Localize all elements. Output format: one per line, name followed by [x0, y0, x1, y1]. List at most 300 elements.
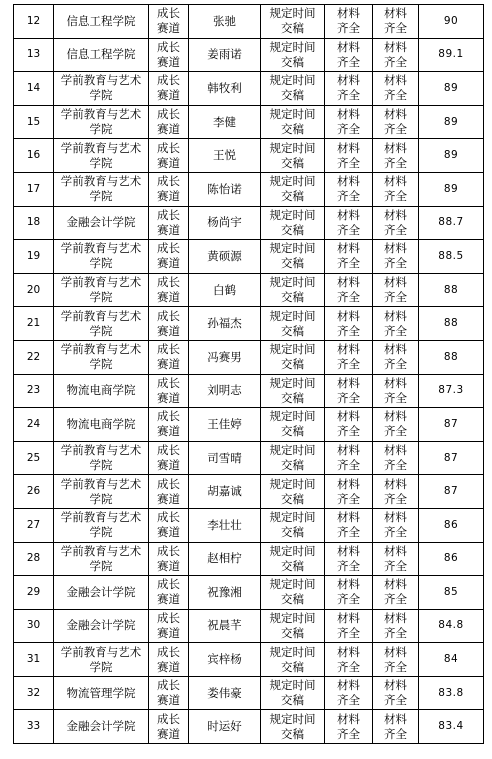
score: 83.8 [419, 676, 484, 710]
track-label-line: 赛道 [157, 54, 180, 69]
track-label [149, 172, 189, 206]
submission-status [261, 374, 325, 408]
score: 88 [419, 273, 484, 307]
material-status-2-line: 齐全 [384, 357, 407, 372]
table-row [14, 38, 484, 72]
material-status-2-line: 齐全 [384, 54, 407, 69]
college-name: 金融会计学院 [54, 576, 149, 610]
material-status [325, 441, 373, 475]
row-number: 12 [14, 5, 54, 39]
track-label-line: 成长 [157, 140, 180, 155]
table-row [14, 206, 484, 240]
material-status-line: 齐全 [337, 390, 360, 405]
score: 88.5 [419, 240, 484, 274]
material-status-line: 材料 [337, 678, 360, 693]
submission-status [261, 508, 325, 542]
track-label [149, 643, 189, 677]
material-status-2 [373, 273, 419, 307]
score: 86 [419, 508, 484, 542]
student-name: 祝豫湘 [189, 576, 261, 610]
score: 87 [419, 408, 484, 442]
material-status-2-line: 材料 [384, 275, 407, 290]
table-body [14, 5, 484, 744]
submission-status-line: 规定时间 [269, 678, 316, 693]
row-number: 24 [14, 408, 54, 442]
material-status-2 [373, 72, 419, 106]
material-status [325, 508, 373, 542]
track-label [149, 710, 189, 744]
submission-status-line: 规定时间 [269, 577, 316, 592]
row-number: 21 [14, 307, 54, 341]
material-status [325, 710, 373, 744]
submission-status-line: 规定时间 [269, 476, 316, 491]
material-status-2 [373, 441, 419, 475]
submission-status-line: 交稿 [281, 659, 304, 674]
table-row [14, 508, 484, 542]
submission-status-line: 交稿 [281, 693, 304, 708]
submission-status-line: 交稿 [281, 155, 304, 170]
table-row [14, 609, 484, 643]
material-status [325, 5, 373, 39]
submission-status-line: 交稿 [281, 54, 304, 69]
track-label-line: 赛道 [157, 122, 180, 137]
material-status-line: 齐全 [337, 54, 360, 69]
student-name: 陈怡诺 [189, 172, 261, 206]
material-status-2-line: 齐全 [384, 256, 407, 271]
submission-status-line: 交稿 [281, 222, 304, 237]
material-status [325, 206, 373, 240]
row-number: 14 [14, 72, 54, 106]
submission-status-line: 规定时间 [269, 39, 316, 54]
material-status-2-line: 材料 [384, 577, 407, 592]
material-status-2-line: 材料 [384, 678, 407, 693]
material-status-2-line: 材料 [384, 241, 407, 256]
material-status-2 [373, 206, 419, 240]
submission-status-line: 规定时间 [269, 174, 316, 189]
submission-status-line: 规定时间 [269, 275, 316, 290]
track-label-line: 成长 [157, 577, 180, 592]
submission-status [261, 676, 325, 710]
material-status-line: 材料 [337, 174, 360, 189]
track-label-line: 赛道 [157, 458, 180, 473]
material-status-2 [373, 475, 419, 509]
track-label [149, 273, 189, 307]
table-row [14, 72, 484, 106]
material-status-2-line: 齐全 [384, 592, 407, 607]
score: 89 [419, 105, 484, 139]
student-name: 娄伟豪 [189, 676, 261, 710]
material-status-line: 材料 [337, 241, 360, 256]
submission-status [261, 5, 325, 39]
student-name: 姜雨诺 [189, 38, 261, 72]
track-label-line: 赛道 [157, 155, 180, 170]
track-label [149, 38, 189, 72]
material-status-2 [373, 5, 419, 39]
material-status [325, 475, 373, 509]
material-status-2 [373, 307, 419, 341]
material-status-2 [373, 105, 419, 139]
track-label [149, 542, 189, 576]
submission-status-line: 交稿 [281, 491, 304, 506]
college-name: 学前教育与艺术学院 [54, 340, 149, 374]
material-status-line: 材料 [337, 610, 360, 625]
submission-status-line: 规定时间 [269, 644, 316, 659]
material-status-line: 齐全 [337, 88, 360, 103]
material-status-2 [373, 172, 419, 206]
track-label-line: 成长 [157, 644, 180, 659]
submission-status [261, 609, 325, 643]
table-row [14, 172, 484, 206]
submission-status [261, 206, 325, 240]
track-label-line: 赛道 [157, 424, 180, 439]
results-table [13, 4, 484, 744]
material-status [325, 408, 373, 442]
student-name: 祝晨芊 [189, 609, 261, 643]
row-number: 17 [14, 172, 54, 206]
material-status-2-line: 材料 [384, 174, 407, 189]
submission-status-line: 交稿 [281, 558, 304, 573]
submission-status-line: 交稿 [281, 458, 304, 473]
score: 90 [419, 5, 484, 39]
track-label-line: 成长 [157, 610, 180, 625]
material-status [325, 240, 373, 274]
material-status [325, 273, 373, 307]
student-name: 黄硕源 [189, 240, 261, 274]
material-status-2-line: 材料 [384, 711, 407, 726]
college-name: 学前教育与艺术学院 [54, 441, 149, 475]
material-status-2-line: 齐全 [384, 189, 407, 204]
score: 83.4 [419, 710, 484, 744]
table-row [14, 273, 484, 307]
submission-status-line: 交稿 [281, 592, 304, 607]
track-label [149, 408, 189, 442]
track-label [149, 105, 189, 139]
table-row [14, 5, 484, 39]
college-name: 物流管理学院 [54, 676, 149, 710]
track-label [149, 139, 189, 173]
submission-status-line: 规定时间 [269, 207, 316, 222]
material-status-2-line: 齐全 [384, 458, 407, 473]
row-number: 33 [14, 710, 54, 744]
track-label [149, 576, 189, 610]
material-status-2-line: 齐全 [384, 625, 407, 640]
submission-status-line: 规定时间 [269, 241, 316, 256]
material-status-line: 齐全 [337, 189, 360, 204]
submission-status-line: 交稿 [281, 390, 304, 405]
college-name: 金融会计学院 [54, 609, 149, 643]
table-row [14, 105, 484, 139]
track-label-line: 成长 [157, 678, 180, 693]
track-label-line: 成长 [157, 174, 180, 189]
student-name: 时运好 [189, 710, 261, 744]
track-label-line: 赛道 [157, 21, 180, 36]
material-status [325, 307, 373, 341]
track-label [149, 374, 189, 408]
student-name: 胡嘉诚 [189, 475, 261, 509]
track-label-line: 成长 [157, 375, 180, 390]
row-number: 25 [14, 441, 54, 475]
submission-status [261, 710, 325, 744]
track-label-line: 成长 [157, 73, 180, 88]
submission-status-line: 交稿 [281, 290, 304, 305]
track-label-line: 赛道 [157, 625, 180, 640]
material-status-line: 齐全 [337, 592, 360, 607]
score: 89 [419, 72, 484, 106]
material-status-line: 材料 [337, 308, 360, 323]
table-row [14, 240, 484, 274]
material-status [325, 139, 373, 173]
college-name: 学前教育与艺术学院 [54, 273, 149, 307]
submission-status-line: 交稿 [281, 21, 304, 36]
material-status-line: 材料 [337, 6, 360, 21]
track-label [149, 307, 189, 341]
submission-status-line: 规定时间 [269, 543, 316, 558]
submission-status-line: 规定时间 [269, 6, 316, 21]
row-number: 16 [14, 139, 54, 173]
student-name: 刘明志 [189, 374, 261, 408]
material-status-2-line: 材料 [384, 308, 407, 323]
material-status [325, 676, 373, 710]
track-label-line: 赛道 [157, 88, 180, 103]
material-status-line: 材料 [337, 375, 360, 390]
material-status-2 [373, 643, 419, 677]
material-status-2-line: 齐全 [384, 726, 407, 741]
material-status-2-line: 齐全 [384, 88, 407, 103]
student-name: 李壮壮 [189, 508, 261, 542]
material-status-2-line: 材料 [384, 375, 407, 390]
college-name: 学前教育与艺术学院 [54, 542, 149, 576]
row-number: 29 [14, 576, 54, 610]
track-label [149, 340, 189, 374]
track-label-line: 赛道 [157, 256, 180, 271]
track-label-line: 成长 [157, 39, 180, 54]
submission-status [261, 38, 325, 72]
student-name: 宾梓杨 [189, 643, 261, 677]
score: 86 [419, 542, 484, 576]
material-status-line: 材料 [337, 342, 360, 357]
submission-status [261, 441, 325, 475]
college-name: 学前教育与艺术学院 [54, 105, 149, 139]
material-status-line: 材料 [337, 476, 360, 491]
college-name: 物流电商学院 [54, 374, 149, 408]
submission-status-line: 规定时间 [269, 342, 316, 357]
submission-status [261, 643, 325, 677]
material-status-2-line: 材料 [384, 476, 407, 491]
track-label-line: 赛道 [157, 222, 180, 237]
track-label-line: 成长 [157, 443, 180, 458]
track-label-line: 成长 [157, 342, 180, 357]
track-label-line: 赛道 [157, 726, 180, 741]
row-number: 15 [14, 105, 54, 139]
row-number: 28 [14, 542, 54, 576]
track-label-line: 赛道 [157, 592, 180, 607]
submission-status-line: 交稿 [281, 357, 304, 372]
submission-status-line: 规定时间 [269, 409, 316, 424]
track-label [149, 508, 189, 542]
track-label-line: 成长 [157, 510, 180, 525]
row-number: 20 [14, 273, 54, 307]
material-status-line: 材料 [337, 73, 360, 88]
material-status-line: 材料 [337, 140, 360, 155]
material-status-2-line: 齐全 [384, 659, 407, 674]
track-label [149, 676, 189, 710]
track-label-line: 赛道 [157, 693, 180, 708]
material-status-line: 齐全 [337, 558, 360, 573]
submission-status [261, 576, 325, 610]
table-row [14, 374, 484, 408]
material-status-2-line: 齐全 [384, 693, 407, 708]
track-label [149, 206, 189, 240]
score: 85 [419, 576, 484, 610]
submission-status-line: 规定时间 [269, 140, 316, 155]
submission-status-line: 交稿 [281, 525, 304, 540]
college-name: 学前教育与艺术学院 [54, 72, 149, 106]
student-name: 白鹤 [189, 273, 261, 307]
submission-status-line: 规定时间 [269, 510, 316, 525]
score: 87.3 [419, 374, 484, 408]
student-name: 李健 [189, 105, 261, 139]
material-status-line: 齐全 [337, 290, 360, 305]
track-label [149, 609, 189, 643]
row-number: 32 [14, 676, 54, 710]
material-status-2-line: 齐全 [384, 222, 407, 237]
track-label-line: 赛道 [157, 323, 180, 338]
score: 89 [419, 139, 484, 173]
student-name: 张驰 [189, 5, 261, 39]
material-status-2-line: 齐全 [384, 122, 407, 137]
table-row [14, 576, 484, 610]
student-name: 韩牧利 [189, 72, 261, 106]
student-name: 司雪晴 [189, 441, 261, 475]
track-label [149, 72, 189, 106]
score: 88 [419, 307, 484, 341]
submission-status [261, 105, 325, 139]
college-name: 信息工程学院 [54, 5, 149, 39]
row-number: 30 [14, 609, 54, 643]
score: 89 [419, 172, 484, 206]
material-status-2 [373, 542, 419, 576]
student-name: 王佳婷 [189, 408, 261, 442]
material-status-2-line: 齐全 [384, 558, 407, 573]
material-status-2 [373, 676, 419, 710]
submission-status [261, 172, 325, 206]
submission-status-line: 交稿 [281, 122, 304, 137]
track-label-line: 成长 [157, 711, 180, 726]
submission-status [261, 475, 325, 509]
track-label-line: 赛道 [157, 390, 180, 405]
track-label-line: 赛道 [157, 290, 180, 305]
submission-status-line: 规定时间 [269, 711, 316, 726]
material-status [325, 105, 373, 139]
material-status-2-line: 材料 [384, 140, 407, 155]
row-number: 19 [14, 240, 54, 274]
material-status-2-line: 齐全 [384, 424, 407, 439]
material-status-2 [373, 240, 419, 274]
material-status-line: 材料 [337, 107, 360, 122]
material-status [325, 72, 373, 106]
material-status-2-line: 材料 [384, 443, 407, 458]
material-status-line: 齐全 [337, 625, 360, 640]
submission-status-line: 交稿 [281, 88, 304, 103]
track-label-line: 成长 [157, 308, 180, 323]
material-status-2 [373, 710, 419, 744]
track-label-line: 成长 [157, 6, 180, 21]
submission-status [261, 408, 325, 442]
material-status-2 [373, 508, 419, 542]
material-status-line: 齐全 [337, 491, 360, 506]
track-label [149, 475, 189, 509]
submission-status [261, 542, 325, 576]
college-name: 学前教育与艺术学院 [54, 307, 149, 341]
material-status [325, 340, 373, 374]
material-status-2-line: 齐全 [384, 525, 407, 540]
material-status-2-line: 材料 [384, 543, 407, 558]
material-status-2 [373, 139, 419, 173]
table-row [14, 676, 484, 710]
material-status-line: 材料 [337, 39, 360, 54]
student-name: 杨尚宇 [189, 206, 261, 240]
row-number: 23 [14, 374, 54, 408]
submission-status-line: 交稿 [281, 323, 304, 338]
submission-status-line: 规定时间 [269, 73, 316, 88]
submission-status-line: 交稿 [281, 189, 304, 204]
score: 87 [419, 441, 484, 475]
material-status [325, 576, 373, 610]
material-status-2-line: 齐全 [384, 21, 407, 36]
submission-status [261, 139, 325, 173]
submission-status [261, 273, 325, 307]
material-status [325, 172, 373, 206]
submission-status-line: 规定时间 [269, 308, 316, 323]
college-name: 学前教育与艺术学院 [54, 139, 149, 173]
row-number: 22 [14, 340, 54, 374]
track-label-line: 赛道 [157, 558, 180, 573]
material-status-2 [373, 38, 419, 72]
student-name: 孙福杰 [189, 307, 261, 341]
material-status-2-line: 齐全 [384, 491, 407, 506]
material-status-line: 齐全 [337, 659, 360, 674]
material-status-line: 齐全 [337, 424, 360, 439]
material-status-2-line: 齐全 [384, 390, 407, 405]
material-status-2-line: 材料 [384, 342, 407, 357]
submission-status [261, 307, 325, 341]
material-status-2-line: 材料 [384, 207, 407, 222]
material-status-line: 齐全 [337, 256, 360, 271]
student-name: 冯赛男 [189, 340, 261, 374]
track-label-line: 赛道 [157, 189, 180, 204]
submission-status-line: 规定时间 [269, 107, 316, 122]
material-status-line: 材料 [337, 443, 360, 458]
submission-status-line: 交稿 [281, 625, 304, 640]
college-name: 金融会计学院 [54, 710, 149, 744]
table-row [14, 139, 484, 173]
material-status-2-line: 齐全 [384, 290, 407, 305]
material-status-line: 齐全 [337, 525, 360, 540]
table-row [14, 643, 484, 677]
college-name: 金融会计学院 [54, 206, 149, 240]
track-label-line: 成长 [157, 275, 180, 290]
row-number: 27 [14, 508, 54, 542]
table-row [14, 408, 484, 442]
track-label [149, 5, 189, 39]
material-status-line: 材料 [337, 510, 360, 525]
track-label-line: 赛道 [157, 491, 180, 506]
college-name: 学前教育与艺术学院 [54, 240, 149, 274]
track-label-line: 成长 [157, 409, 180, 424]
material-status-2 [373, 408, 419, 442]
track-label-line: 成长 [157, 107, 180, 122]
submission-status-line: 交稿 [281, 726, 304, 741]
